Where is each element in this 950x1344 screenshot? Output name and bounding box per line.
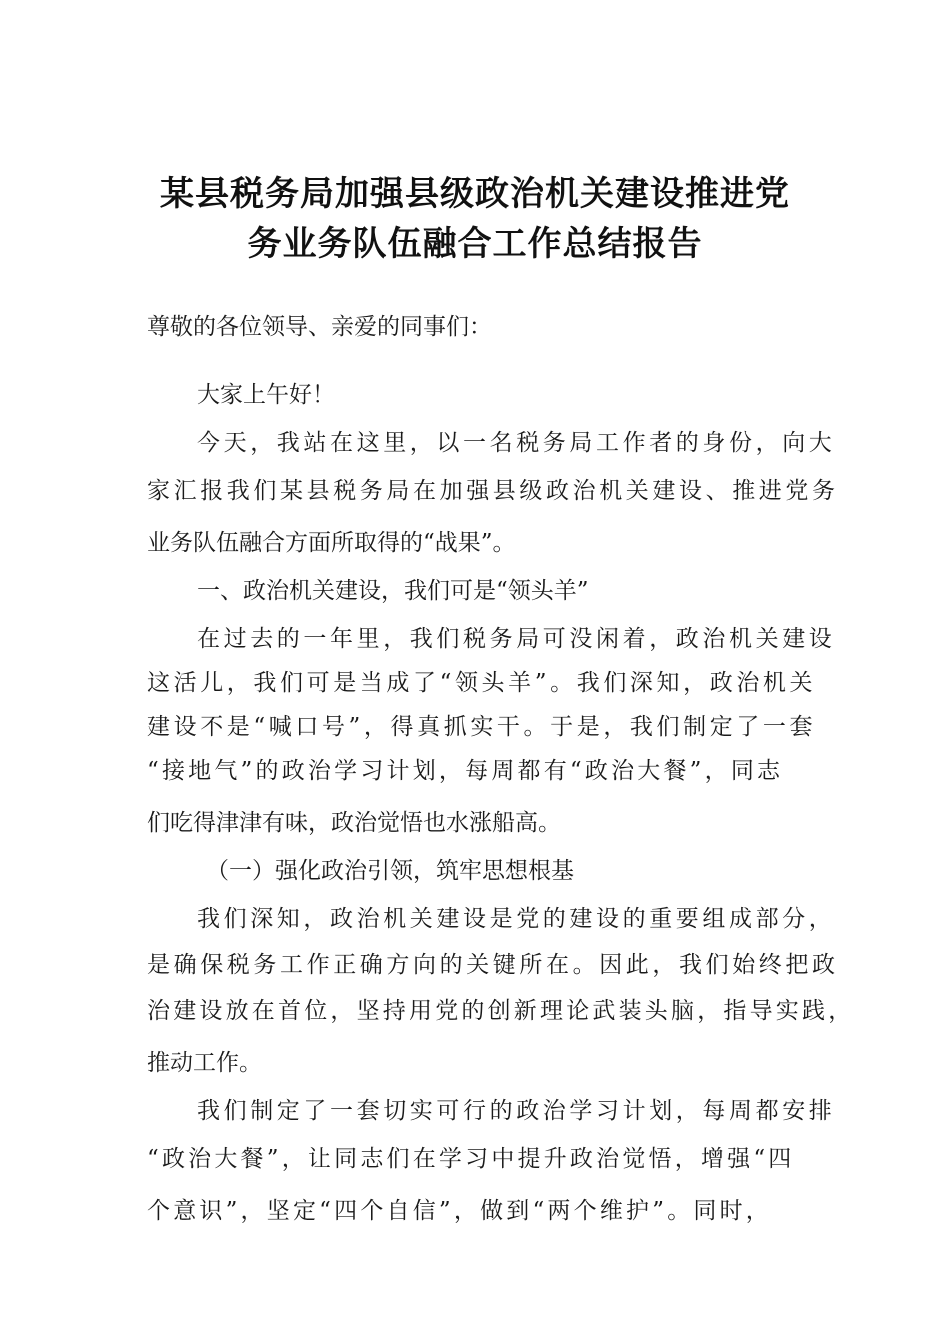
- paragraph-line: 业务队伍融合方面所取得的“战果”。: [147, 530, 516, 556]
- paragraph-line: 治建设放在首位，坚持用党的创新理论武装头脑，指导实践，: [147, 998, 855, 1024]
- paragraph-line: 在过去的一年里，我们税务局可没闲着，政治机关建设: [197, 626, 836, 652]
- section-heading: 一、政治机关建设，我们可是“领头羊”: [197, 578, 589, 604]
- greeting: 大家上午好！: [197, 382, 335, 408]
- paragraph-line: “政治大餐”，让同志们在学习中提升政治觉悟，增强“四: [147, 1146, 795, 1172]
- paragraph-line: “接地气”的政治学习计划，每周都有“政治大餐”，同志: [147, 758, 784, 784]
- paragraph-line: 们吃得津津有味，政治觉悟也水涨船高。: [147, 810, 561, 836]
- paragraph-line: 我们深知，政治机关建设是党的建设的重要组成部分，: [197, 906, 836, 932]
- paragraph-line: 这活儿，我们可是当成了“领头羊”。我们深知，政治机关: [147, 670, 817, 696]
- paragraph-line: 是确保税务工作正确方向的关键所在。因此，我们始终把政: [147, 952, 839, 978]
- paragraph-line: 推动工作。: [147, 1050, 262, 1076]
- document-title-line-1: 某县税务局加强县级政治机关建设推进党: [160, 174, 790, 214]
- paragraph-line: 我们制定了一套切实可行的政治学习计划，每周都安排: [197, 1098, 836, 1124]
- paragraph-line: 建设不是“喊口号”，得真抓实干。于是，我们制定了一套: [147, 714, 817, 740]
- paragraph-line: 个意识”，坚定“四个自信”，做到“两个维护”。同时，: [147, 1198, 772, 1224]
- document-title-line-2: 务业务队伍融合工作总结报告: [247, 224, 703, 264]
- paragraph-line: 今天，我站在这里，以一名税务局工作者的身份，向大: [197, 430, 836, 456]
- subsection-heading: （一）强化政治引领，筑牢思想根基: [206, 858, 574, 884]
- paragraph-line: 家汇报我们某县税务局在加强县级政治机关建设、推进党务: [147, 478, 839, 504]
- salutation: 尊敬的各位领导、亲爱的同事们：: [147, 314, 492, 340]
